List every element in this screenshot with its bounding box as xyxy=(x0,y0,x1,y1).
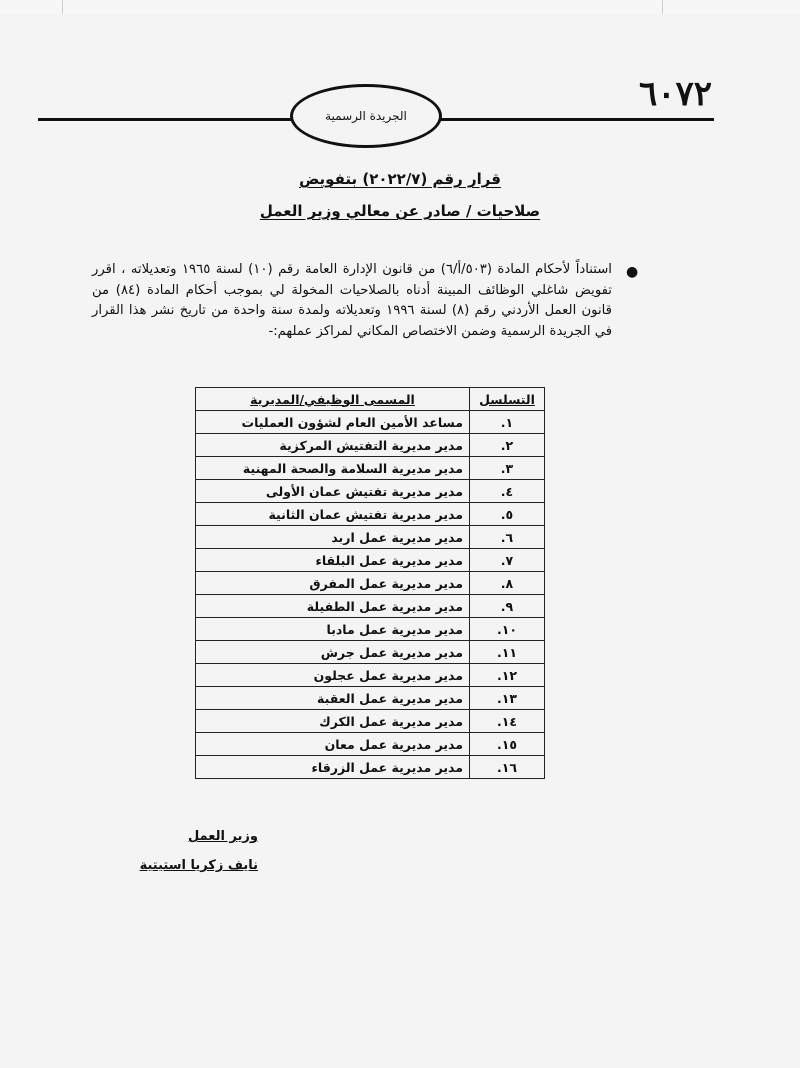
table-row xyxy=(196,480,545,503)
page-number: ٦٠٧٢ xyxy=(638,74,712,114)
row-serial: ٢. xyxy=(470,434,545,457)
signature-name: نايف زكريا استيتية xyxy=(139,858,258,873)
bullet-icon: ● xyxy=(626,264,639,280)
table-row xyxy=(196,756,545,779)
row-title: مدير مديرية عمل العقبة xyxy=(196,687,470,710)
table-row xyxy=(196,411,545,434)
decision-paragraph: استناداً لأحكام المادة (٥٠٣/أ/٦) من قانون الإدارة العامة رقم (١٠) لسنة ١٩٦٥ وتعديلاته ، اقرر تفويض شاغلي الوظائف المبينة أدناه بالصلاحيات المخولة لي بموجب أحكام المادة (٨٤) من قانون العمل الأردني رقم (٨) لسنة ١٩٩٦ وتعديلاته ولمدة سنة واحدة من تاريخ نشر هذا القرار في الجريدة الرسمية وضمن الاختصاص المكاني لمراكز عملهم:- xyxy=(92,262,612,339)
row-title: مدير مديرية عمل الكرك xyxy=(196,710,470,733)
directorates-table xyxy=(195,387,545,779)
row-serial: ٨. xyxy=(470,572,545,595)
row-serial: ١٠. xyxy=(470,618,545,641)
decision-title-line2 xyxy=(0,202,800,220)
row-serial: ٧. xyxy=(470,549,545,572)
signature-position: وزير العمل xyxy=(187,829,258,844)
table-row xyxy=(196,457,545,480)
table-header-row xyxy=(196,388,545,411)
decision-title-text2: صلاحيات / صادر عن معالي وزير العمل xyxy=(259,202,541,220)
table-row xyxy=(196,526,545,549)
table-row xyxy=(196,434,545,457)
row-title: مدير مديرية عمل جرش xyxy=(196,641,470,664)
viewer-toolbar xyxy=(0,0,800,15)
row-title: مدير مديرية عمل البلقاء xyxy=(196,549,470,572)
row-serial: ٥. xyxy=(470,503,545,526)
row-title: مدير مديرية عمل عجلون xyxy=(196,664,470,687)
header-title: المسمى الوظيفي/المديرية xyxy=(196,388,470,411)
row-title: مدير مديرية تفتيش عمان الأولى xyxy=(196,480,470,503)
row-title: مدير مديرية عمل معان xyxy=(196,733,470,756)
row-serial: ١٣. xyxy=(470,687,545,710)
row-title: مدير مديرية تفتيش عمان الثانية xyxy=(196,503,470,526)
table-row xyxy=(196,664,545,687)
row-serial: ٣. xyxy=(470,457,545,480)
table-row xyxy=(196,549,545,572)
table-row xyxy=(196,595,545,618)
row-title: مدير مديرية التفتيش المركزية xyxy=(196,434,470,457)
table-row xyxy=(196,641,545,664)
table-row xyxy=(196,733,545,756)
row-title: مدير مديرية عمل الطفيلة xyxy=(196,595,470,618)
row-serial: ٤. xyxy=(470,480,545,503)
row-serial: ٦. xyxy=(470,526,545,549)
header-serial: التسلسل xyxy=(470,388,545,411)
row-serial: ١٢. xyxy=(470,664,545,687)
row-title: مدير مديرية عمل الزرقاء xyxy=(196,756,470,779)
row-title: مدير مديرية عمل اربد xyxy=(196,526,470,549)
table-row xyxy=(196,687,545,710)
row-serial: ٩. xyxy=(470,595,545,618)
row-title: مدير مديرية السلامة والصحة المهنية xyxy=(196,457,470,480)
row-serial: ١٦. xyxy=(470,756,545,779)
row-title: مدير مديرية عمل مادبا xyxy=(196,618,470,641)
gazette-label: الجريدة الرسمية xyxy=(325,109,407,123)
row-serial: ١١. xyxy=(470,641,545,664)
table-row xyxy=(196,572,545,595)
table-row xyxy=(196,618,545,641)
row-serial: ١. xyxy=(470,411,545,434)
row-title: مدير مديرية عمل المفرق xyxy=(196,572,470,595)
table-row xyxy=(196,710,545,733)
toolbar-area xyxy=(62,0,663,14)
decision-title-text1: قرار رقم (٢٠٢٢/٧) بتفويض xyxy=(299,170,501,188)
decision-title-line1 xyxy=(0,170,800,188)
row-serial: ١٤. xyxy=(470,710,545,733)
row-title: مساعد الأمين العام لشؤون العمليات xyxy=(196,411,470,434)
table-row xyxy=(196,503,545,526)
row-serial: ١٥. xyxy=(470,733,545,756)
toolbar-tab[interactable] xyxy=(0,0,63,14)
gazette-oval-stamp xyxy=(290,84,442,148)
